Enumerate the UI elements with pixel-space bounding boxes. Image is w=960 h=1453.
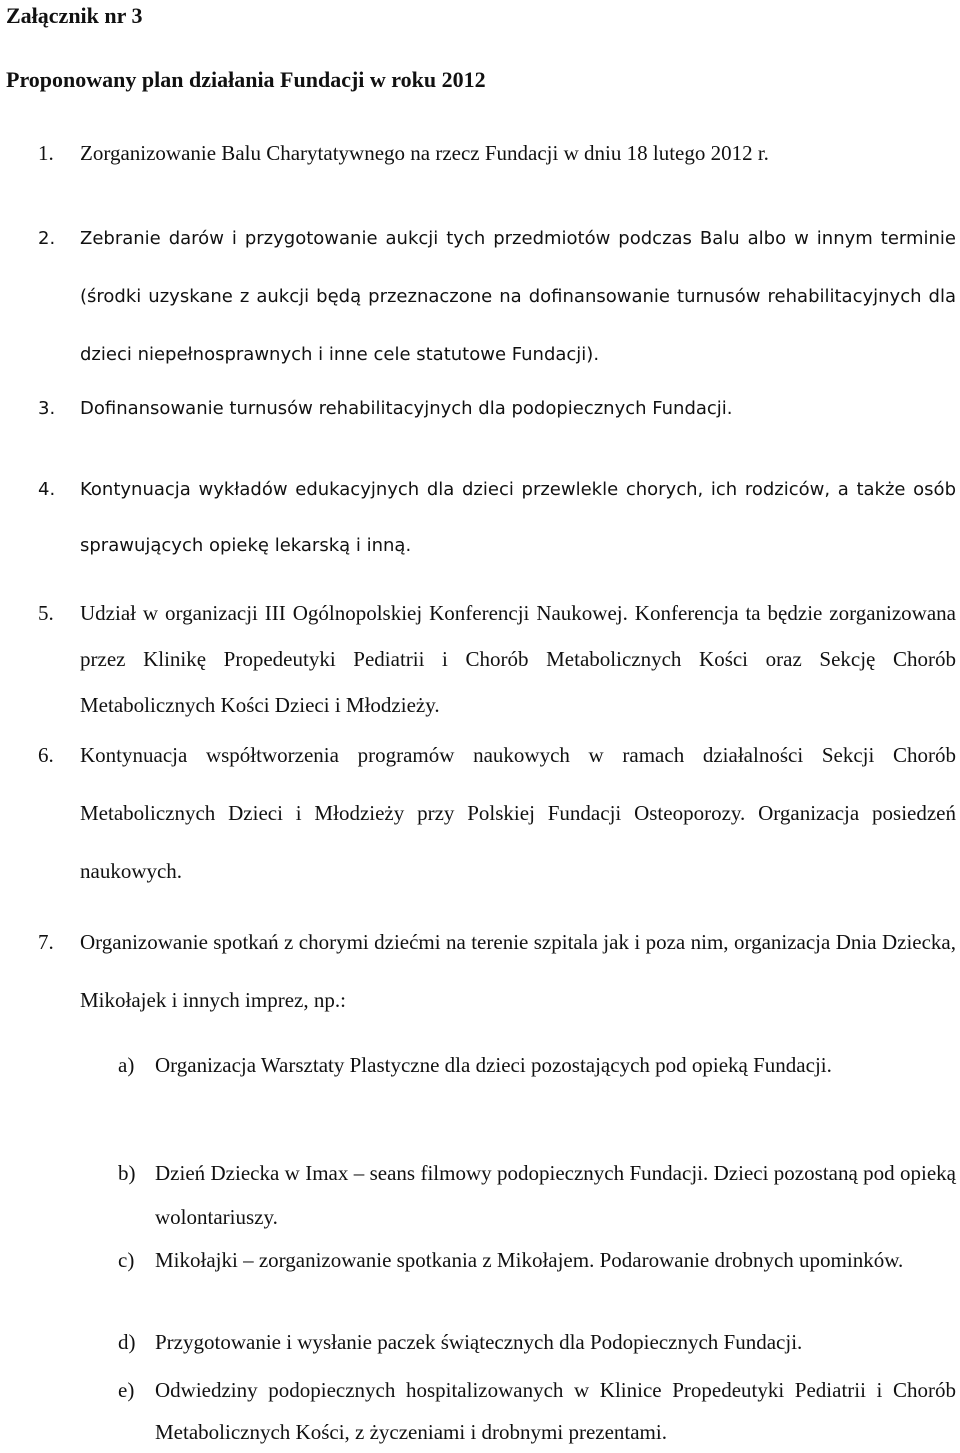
sub-item-text: Organizacja Warsztaty Plastyczne dla dzieci pozostających pod opieką Fundacji.	[155, 1053, 832, 1077]
sub-item-letter: a)	[118, 1053, 135, 1077]
sub-item-letter: c)	[118, 1248, 135, 1272]
sub-item-c	[118, 1238, 956, 1282]
item-number: 4.	[38, 479, 56, 500]
plan-title: Proponowany plan działania Fundacji w roku 2012	[6, 67, 486, 92]
item-text: Kontynuacja wykładów edukacyjnych dla dzieci przewlekle chorych, ich rodziców, a także osób sprawujących opiekę lekarską i inną.	[80, 479, 956, 556]
item-text: Udział w organizacji III Ogólnopolskiej Konferencji Naukowej. Konferencja ta będzie zorganizowana przez Klinikę Propedeutyki Pediatrii i Chorób Metabolicznych Kości oraz Sekcję Chorób Metabolicznych Kości Dzieci i Młodzieży.	[80, 601, 956, 717]
sub-item-letter: e)	[118, 1378, 135, 1402]
sub-item-letter: b)	[118, 1161, 136, 1185]
item-text: Zebranie darów i przygotowanie aukcji tych przedmiotów podczas Balu albo w innym terminie (środki uzyskane z aukcji będą przeznaczone na dofinansowanie turnusów rehabilitacyjnych dla dzieci niepełnosprawnych i inne cele statutowe Fundacji).	[80, 228, 956, 365]
item-number: 3.	[38, 398, 56, 419]
item-number: 1.	[38, 141, 54, 165]
plan-item-4	[38, 462, 956, 574]
plan-item-2	[38, 210, 956, 384]
sub-item-d	[118, 1326, 956, 1358]
plan-item-3	[38, 392, 956, 426]
sub-item-e	[118, 1369, 956, 1453]
item-number: 6.	[38, 743, 54, 767]
item-text: Dofinansowanie turnusów rehabilitacyjnych dla podopiecznych Fundacji.	[80, 398, 733, 419]
sub-item-text: Mikołajki – zorganizowanie spotkania z Mikołajem. Podarowanie drobnych upominków.	[155, 1248, 904, 1272]
sub-item-text: Dzień Dziecka w Imax – seans filmowy podopiecznych Fundacji. Dzieci pozostaną pod opieką wolontariuszy.	[155, 1161, 956, 1229]
item-number: 7.	[38, 930, 54, 954]
sub-item-text: Przygotowanie i wysłanie paczek świątecznych dla Podopiecznych Fundacji.	[155, 1330, 803, 1354]
plan-item-6	[38, 726, 956, 900]
sub-item-letter: d)	[118, 1330, 136, 1354]
item-text: Kontynuacja współtworzenia programów naukowych w ramach działalności Sekcji Chorób Metabolicznych Dzieci i Młodzieży przy Polskiej Fundacji Osteoporozy. Organizacja posiedzeń naukowych.	[80, 743, 956, 883]
plan-item-1	[38, 140, 956, 166]
sub-item-b	[118, 1151, 956, 1239]
sub-item-text: Odwiedziny podopiecznych hospitalizowanych w Klinice Propedeutyki Pediatrii i Chorób Metabolicznych Kości, z życzeniami i drobnymi prezentami.	[155, 1378, 956, 1444]
item-text: Organizowanie spotkań z chorymi dziećmi na terenie szpitala jak i poza nim, organizacja Dnia Dziecka, Mikołajek i innych imprez, np.:	[80, 930, 956, 1012]
plan-item-5	[38, 590, 956, 728]
item-text: Zorganizowanie Balu Charytatywnego na rzecz Fundacji w dniu 18 lutego 2012 r.	[80, 141, 769, 165]
annex-title: Załącznik nr 3	[6, 3, 143, 28]
sub-item-a	[118, 1043, 956, 1087]
plan-item-7	[38, 913, 956, 1029]
item-number: 5.	[38, 601, 54, 625]
item-number: 2.	[38, 228, 56, 249]
